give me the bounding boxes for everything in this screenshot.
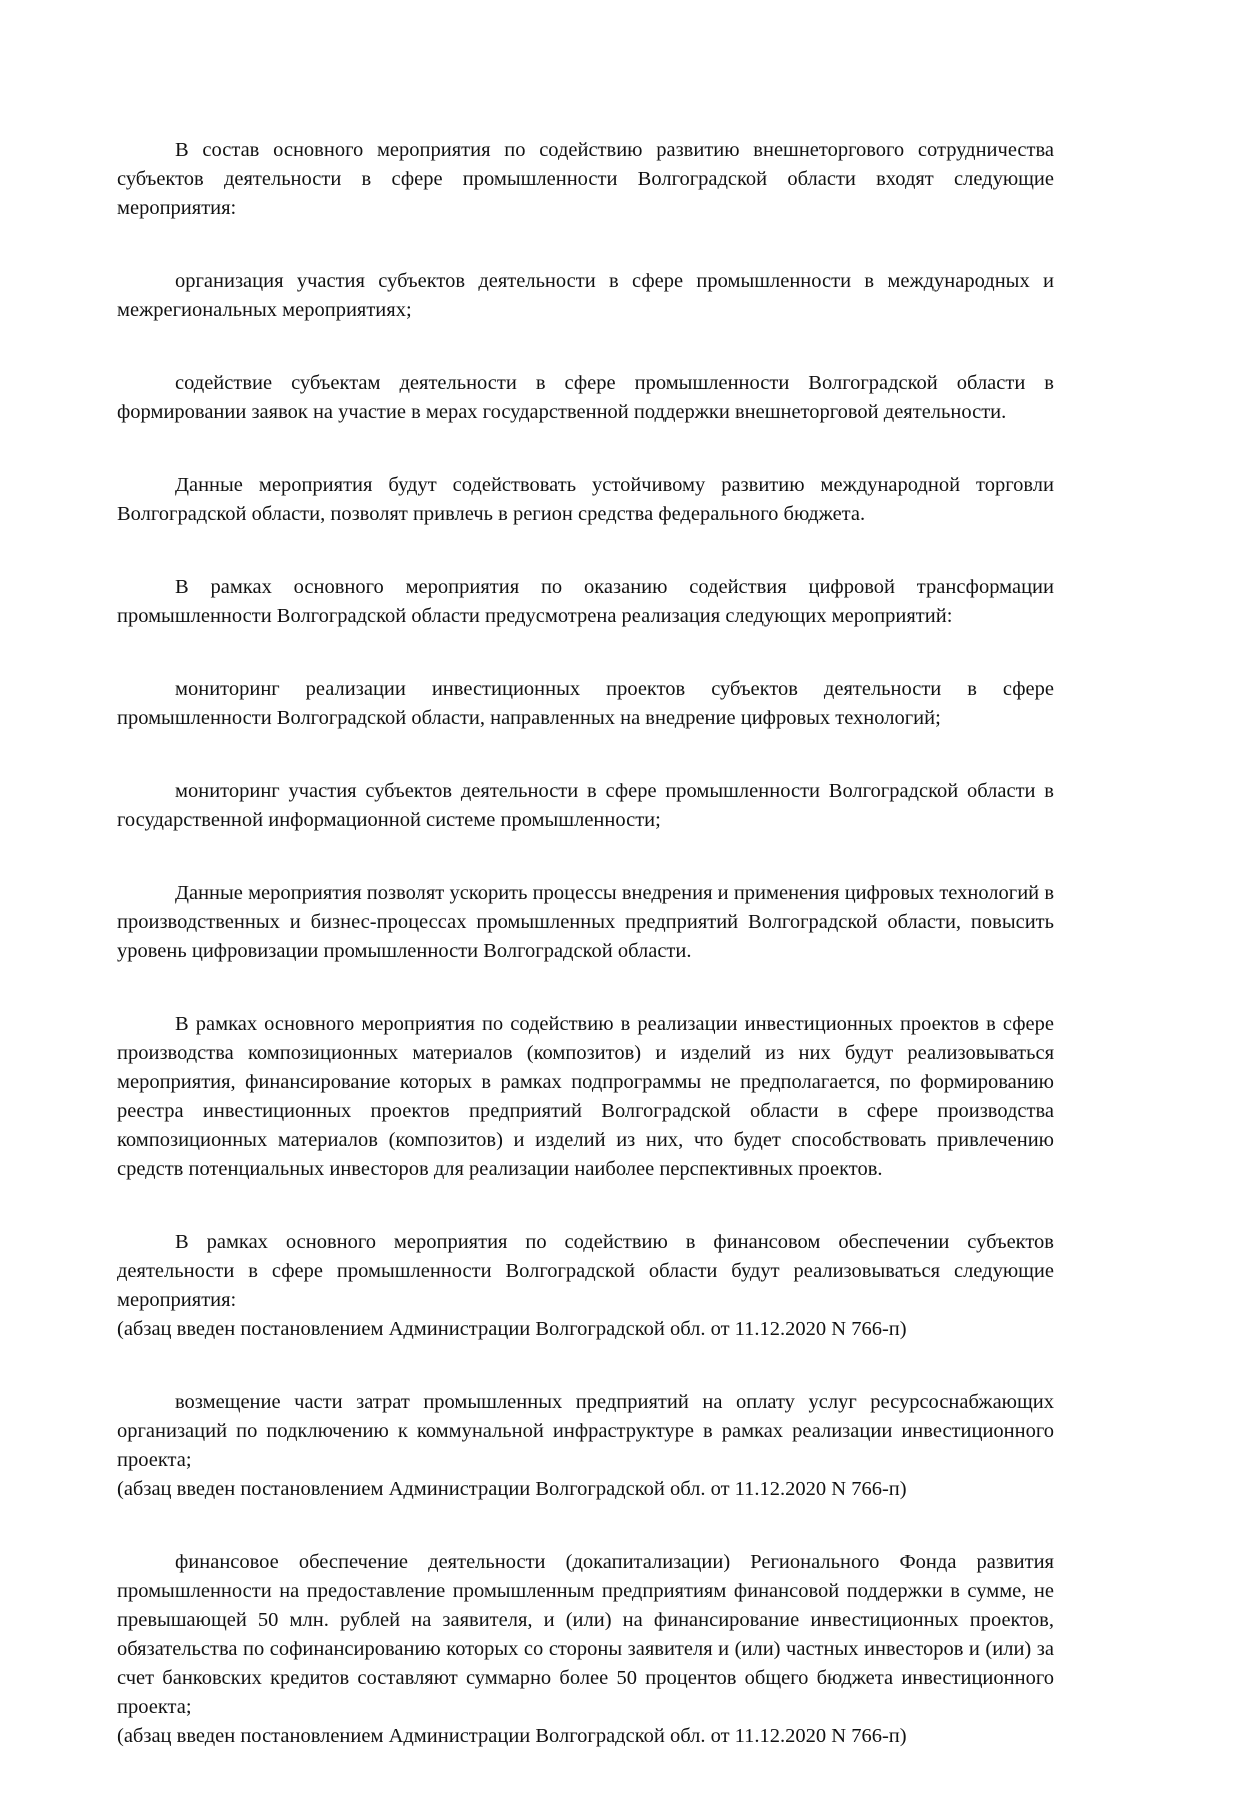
paragraph-financial-support-intro: В рамках основного мероприятия по содействию в финансовом обеспечении субъектов деятельности в сфере промышленности Волгоградской области будут реализовываться следующие мероприятия:: [117, 1231, 1054, 1311]
amendment-note: (абзац введен постановлением Администрации Волгоградской обл. от 11.12.2020 N 766-п): [117, 1725, 907, 1747]
paragraph-foreign-trade-summary: Данные мероприятия будут содействовать устойчивому развитию международной торговли Волгоградской области, позволят привлечь в регион средства федерального бюджета.: [117, 474, 1054, 525]
amendment-note: (абзац введен постановлением Администрации Волгоградской обл. от 11.12.2020 N 766-п): [117, 1478, 907, 1500]
paragraph-item-international-events: организация участия субъектов деятельности в сфере промышленности в международных и межрегиональных мероприятиях;: [117, 270, 1054, 321]
paragraph-item-cost-compensation: возмещение части затрат промышленных предприятий на оплату услуг ресурсоснабжающих организаций по подключению к коммунальной инфраструктуре в рамках реализации инвестиционного проекта;: [117, 1391, 1054, 1471]
amendment-note: (абзац введен постановлением Администрации Волгоградской обл. от 11.12.2020 N 766-п): [117, 1318, 907, 1340]
document-page: [117, 136, 1054, 1795]
paragraph-foreign-trade-intro: В состав основного мероприятия по содействию развитию внешнеторгового сотрудничества субъектов деятельности в сфере промышленности Волгоградской области входят следующие мероприятия:: [117, 139, 1054, 219]
paragraph-item-monitoring-gisp: мониторинг участия субъектов деятельности в сфере промышленности Волгоградской области в государственной информационной системе промышленности;: [117, 780, 1054, 831]
paragraph-item-fund-capitalization: финансовое обеспечение деятельности (докапитализации) Регионального Фонда развития промышленности на предоставление промышленным предприятиям финансовой поддержки в сумме, не превышающей 50 млн. рублей на заявителя, и (или) на финансирование инвестиционных проектов, обязательства по софинансированию которых со стороны заявителя и (или) частных инвесторов и (или) за счет банковских кредитов составляют суммарно более 50 процентов общего бюджета инвестиционного проекта;: [117, 1551, 1054, 1718]
paragraph-digital-summary: Данные мероприятия позволят ускорить процессы внедрения и применения цифровых технологий в производственных и бизнес-процессах промышленных предприятий Волгоградской области, повысить уровень цифровизации промышленности Волгоградской области.: [117, 882, 1054, 962]
paragraph-item-monitoring-projects: мониторинг реализации инвестиционных проектов субъектов деятельности в сфере промышленности Волгоградской области, направленных на внедрение цифровых технологий;: [117, 678, 1054, 729]
paragraph-item-support-applications: содействие субъектам деятельности в сфере промышленности Волгоградской области в формировании заявок на участие в мерах государственной поддержки внешнеторговой деятельности.: [117, 372, 1054, 423]
paragraph-digital-transformation-intro: В рамках основного мероприятия по оказанию содействия цифровой трансформации промышленности Волгоградской области предусмотрена реализация следующих мероприятий:: [117, 576, 1054, 627]
paragraph-composites: В рамках основного мероприятия по содействию в реализации инвестиционных проектов в сфере производства композиционных материалов (композитов) и изделий из них будут реализовываться мероприятия, финансирование которых в рамках подпрограммы не предполагается, по формированию реестра инвестиционных проектов предприятий Волгоградской области в сфере производства композиционных материалов (композитов) и изделий из них, что будет способствовать привлечению средств потенциальных инвесторов для реализации наиболее перспективных проектов.: [117, 1013, 1054, 1180]
